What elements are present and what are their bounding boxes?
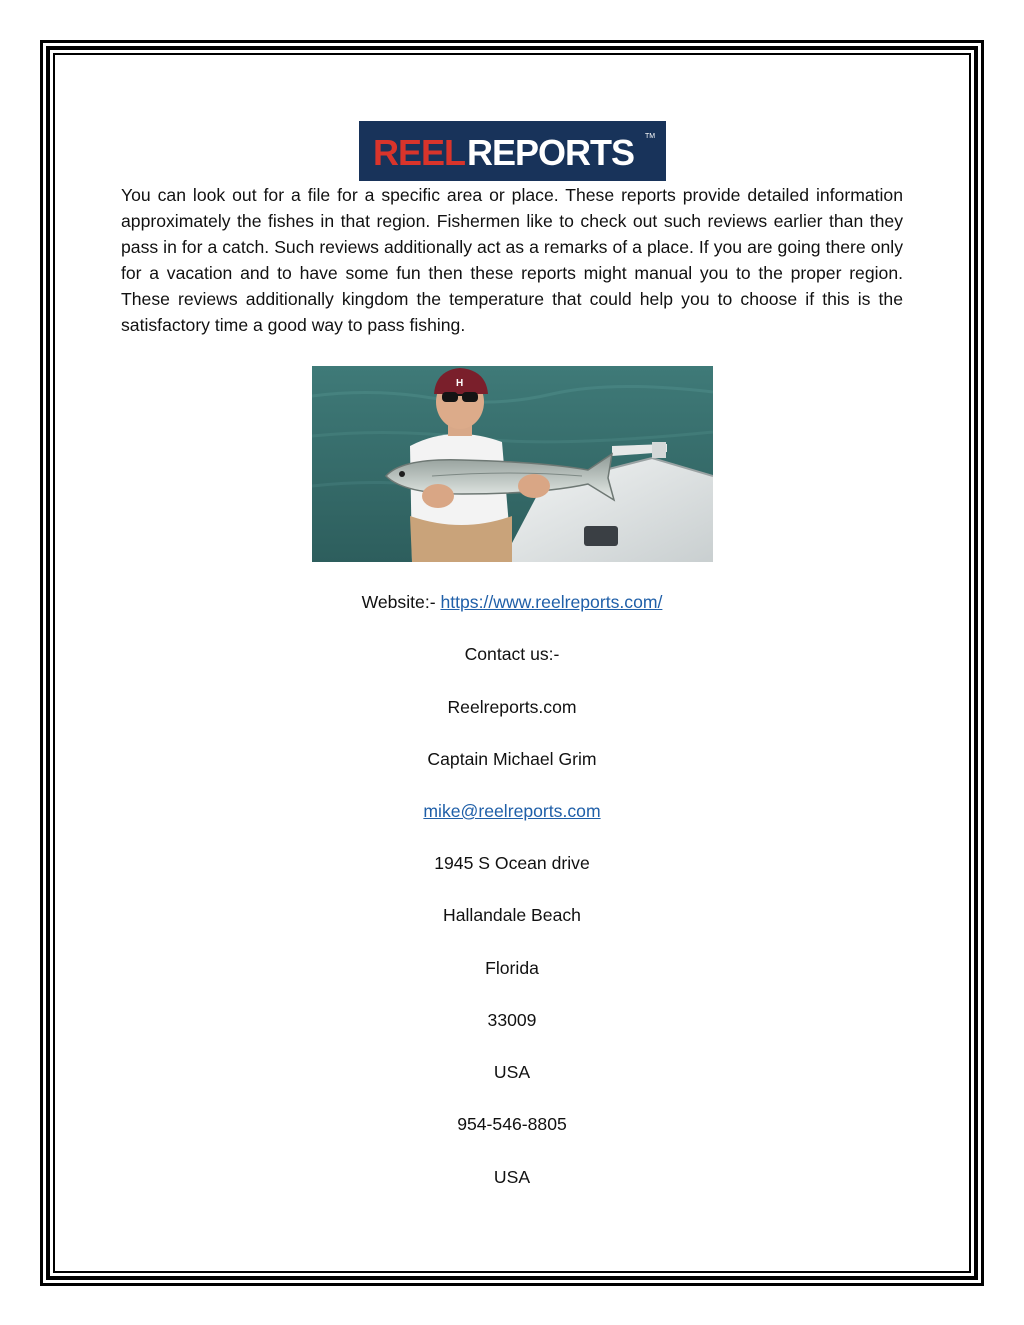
state: Florida bbox=[485, 958, 539, 978]
phone-number: 954-546-8805 bbox=[457, 1114, 567, 1134]
svg-text:H: H bbox=[456, 378, 464, 389]
angler-with-fish-photo bbox=[312, 366, 713, 562]
email-link[interactable]: mike@reelreports.com bbox=[423, 801, 601, 821]
city: Hallandale Beach bbox=[443, 905, 581, 925]
street-address: 1945 S Ocean drive bbox=[434, 853, 590, 873]
website-label: Website:- bbox=[361, 592, 441, 612]
country: USA bbox=[493, 1062, 531, 1082]
website-link[interactable]: https://www.reelreports.com/ bbox=[440, 592, 663, 612]
reelreports-logo bbox=[359, 121, 666, 181]
logo-trademark: TM bbox=[645, 133, 656, 140]
logo-text-reel: REEL bbox=[373, 132, 466, 173]
zip-code: 33009 bbox=[487, 1010, 537, 1030]
contact-heading: Contact us:- bbox=[464, 644, 560, 664]
company-name: Reelreports.com bbox=[447, 697, 577, 717]
email-line bbox=[0, 799, 1024, 823]
intro-paragraph: You can look out for a file for a specific area or place. These reports provide detailed information approximately the fishes in that region. Fishermen like to check out such reviews earlier than they pass in for a catch. Such reviews additionally act as a remarks of a place. If you are going there only for a vacation and to have some fun then these reports might manual you to the proper region. These reviews additionally kingdom the temperature that could help you to choose if this is the satisfactory time a good way to pass fishing. bbox=[121, 185, 903, 335]
country-repeat: USA bbox=[493, 1167, 531, 1187]
contact-person: Captain Michael Grim bbox=[427, 749, 597, 769]
logo-text-reports: REPORTS bbox=[467, 132, 635, 173]
website-line bbox=[0, 590, 1024, 614]
